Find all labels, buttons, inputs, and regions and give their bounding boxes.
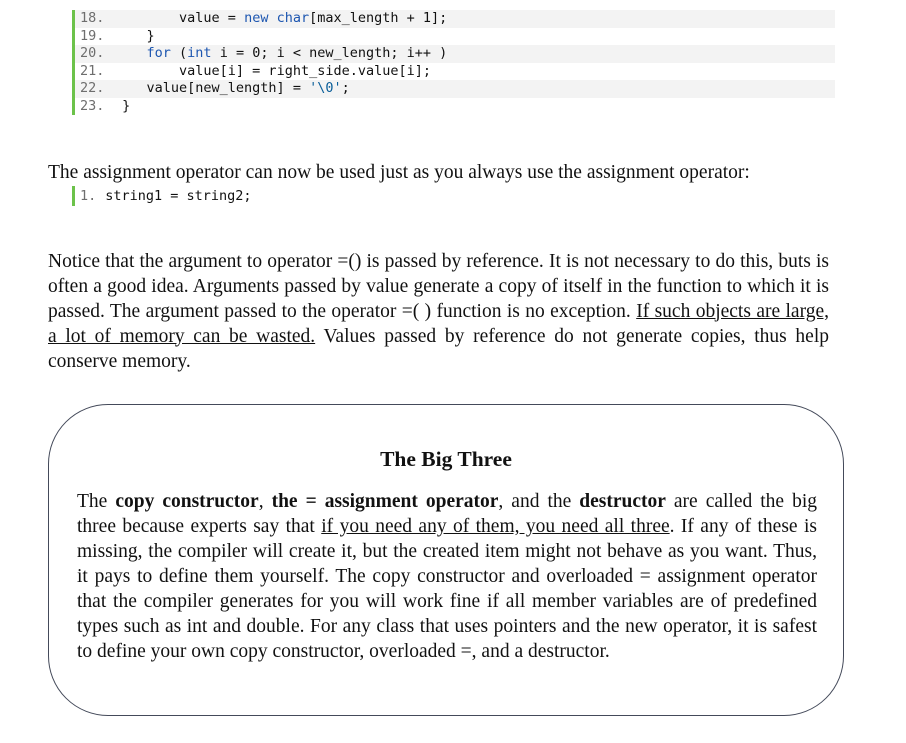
code-line: 20. for (int i = 0; i < new_length; i++ ) (75, 45, 835, 63)
code-line: 23. } (75, 98, 835, 116)
line-number: 19. (80, 27, 105, 44)
line-number: 18. (80, 10, 105, 26)
callout-body: The copy constructor, the = assignment operator, and the destructor are called the big three because experts say that if you need any of them, you need all three. If any of these is missing, the compiler will create it, but the created item might not behave as you want. Thus, it pays to define them yourself. The copy constructor and overloaded = assignment operator that the compiler generates for you will work fine if all member variables are of predefined types such as int and double. For any class that uses pointers and the new operator, it is safest to define your own copy constructor, overloaded =, and a destructor. (77, 491, 817, 662)
callout-title: The Big Three (380, 447, 512, 471)
code-line: 18. value = new char[max_length + 1]; (75, 10, 835, 28)
code-line: 22. value[new_length] = '\0'; (75, 80, 835, 98)
line-number: 20. (80, 45, 105, 61)
line-number: 1. (80, 188, 97, 204)
code-snippet (72, 186, 252, 206)
snippet-code: string1 = string2; (105, 188, 252, 204)
line-number: 21. (80, 62, 105, 79)
reference-paragraph: Notice that the argument to operator =() is passed by reference. It is not necessary to do this, buts is often a good idea. Arguments passed by value generate a copy of itself in the function to which it is passed. The argument passed to the operator =( ) function is no exception. If such objects are large, a lot of memory can be wasted. Values passed by reference do not generate copies, thus help conserve memory. (48, 250, 829, 372)
assignment-paragraph: The assignment operator can now be used just as you always use the assignment operator: (48, 161, 750, 183)
underlined-sentence: If such objects are large, a lot of memory can be wasted. (48, 300, 829, 347)
line-number: 22. (80, 80, 105, 96)
code-line: 21. value[i] = right_side.value[i]; (75, 63, 835, 81)
code-listing (72, 10, 835, 115)
underlined-phrase: if you need any of them, you need all three (321, 516, 670, 537)
code-line: 19. } (75, 28, 835, 46)
line-number: 23. (80, 97, 105, 114)
big-three-callout (48, 404, 844, 716)
